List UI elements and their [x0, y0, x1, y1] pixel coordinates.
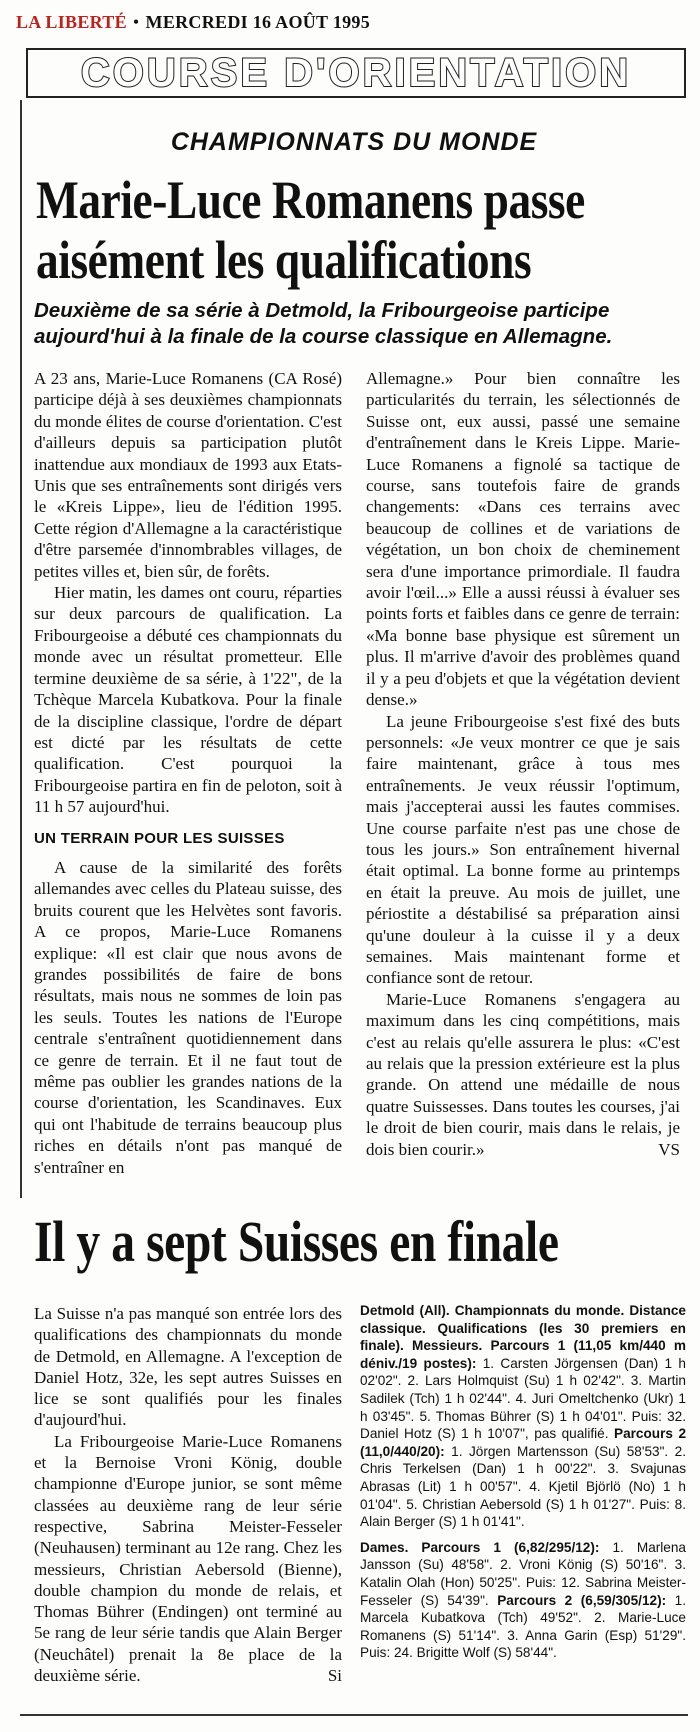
author-signature: Si	[327, 1666, 342, 1686]
article-column-2	[366, 368, 680, 1160]
newspaper-name: LA LIBERTÉ	[16, 12, 127, 32]
results-men-course1: 1. Carsten Jörgensen (Dan) 1 h 02'02". 2. Lars Holmquist (Su) 1 h 02'42". 3. Martin Sadilek (Tch) 1 h 02'44". 4. Juri Omeltchenko (Ukr) 1 h 03'45". 5. Thomas Bührer (S) 1 h 04'01". Puis: 32. Daniel Hotz (S) 1 h 10'07", pas qualifié.	[360, 1355, 686, 1442]
results-column	[360, 1302, 686, 1670]
bottom-rule	[20, 1714, 688, 1716]
results-men-course2: 1. Jörgen Martensson (Su) 58'53". 2. Chris Terkelsen (Dan) 1 h 00'22". 3. Svajunas Abrasas (Lit) 1 h 00'57". 4. Kjetil Björlö (No) 1 h 01'04". 5. Christian Aebersold (S) 1 h 01'27". Puis: 8. Alain Berger (S) 1 h 01'41".	[360, 1443, 687, 1530]
results-women-course2-heading: Parcours 2 (6,59/305/12):	[497, 1592, 667, 1608]
section-subtitle: UN TERRAIN POUR LES SUISSES	[34, 829, 285, 847]
article-column-1	[34, 368, 342, 1178]
paragraph: La Suisse n'a pas manqué son entrée lors des qualifications des championnats du monde de Detmold, en Allemagne. A l'exception de Daniel Hotz, 32e, les sept autres Suisses en lice se sont qualifiés pour les finales d'aujourd'hui.	[34, 1304, 342, 1430]
article-kicker: CHAMPIONNATS DU MONDE	[170, 128, 538, 156]
paragraph-text: La Fribourgeoise Marie-Luce Romanens et la Bernoise Vroni König, double championne d'Europe junior, se sont même classées au deuxième rang de leur série respective, Sabrina Meister-Fesseler (Neuhausen) terminant au 12e rang. Chez les messieurs, Christian Aebersold (Bienne), double champion du monde de relais, et Thomas Bührer (Endingen) ont terminé au 5e rang de leur série tandis que Alain Berger (Neuchâtel) prenait la 8e place de la deuxième série.	[34, 1431, 342, 1686]
results-men-course2-heading: Parcours 2 (11,0/440/20):	[360, 1426, 686, 1459]
paragraph: A cause de la similarité des forêts allemandes avec celles du Plateau suisse, des bruits courent que les Helvètes sont favoris. A ce propos, Marie-Luce Romanens explique: «Il est clair que nous avons de grandes possibilités de faire de bons résultats, mais nous ne sommes de loin pas les seuls. Toutes les nations de l'Europe centrale s'entraînent quotidiennement dans ce genre de terrain. Et il ne faut tout de même pas oublier les grandes nations de la course d'orientation, les Scandinaves. Eux qui ont l'habitude de terrains beaucoup plus riches en détails n'ont pas manqué de s'entraîner en	[34, 857, 342, 1177]
results-men-heading: Detmold (All). Championnats du monde. Distance classique. Qualifications (les 30 premiers en finale). Messieurs. Parcours 1 (11,05 km/440 m déniv./19 postes):	[360, 1303, 686, 1371]
paragraph	[34, 1431, 342, 1687]
results-women-course1: 1. Marlena Jansson (Su) 48'58". 2. Vroni König (S) 50'16". 3. Katalin Olah (Hon) 50'25". Puis: 12. Sabrina Meister-Fesseler (S) 54'39".	[360, 1539, 686, 1608]
paragraph: La jeune Fribourgeoise s'est fixé des buts personnels: «Je veux montrer ce que je sais faire maintenant, grâce à tous mes entraînements. Je veux réussir l'optimum, mais j'accepterai aussi les fautes commises. Une course parfaite n'est pas une chose de tous les jours.» Son entraînement hivernal était optimal. La bonne forme au printemps en était la preuve. Au mois de juillet, une périostite a déstabilisé sa préparation ainsi qu'une douleur à la cuisse il y a deux semaines. Mais maintenant forme et confiance sont de retour.	[366, 711, 680, 988]
paragraph: A 23 ans, Marie-Luce Romanens (CA Rosé) participe déjà à ses deuxièmes championnats du monde élites de course d'orientation. C'est d'ailleurs depuis sa participation plutôt inattendue aux mondiaux de 1993 aux Etats-Unis que ses entraînements sont dirigés vers le «Kreis Lippe», lieu de l'édition 1995. Cette région d'Allemagne a la caractéristique d'être parsemée d'innombrables villages, de petites villes et, bien sûr, de forêts.	[34, 369, 342, 581]
masthead-bullet: •	[132, 12, 140, 32]
article-headline: Marie-Luce Romanens passe aisément les qualifications	[36, 170, 585, 290]
paragraph-text: Marie-Luce Romanens s'engagera au maximum dans les cinq compétitions, mais c'est au relais qu'elle assurera le plus: «C'est au relais que la pression extérieure est la plus grande. On attend une médaille de nous quatre Suissesses. Dans toutes les courses, j'ai le droit de bien courir, mais dans le relais, je dois bien courir.»	[366, 989, 680, 1159]
second-article-headline: Il y a sept Suisses en finale	[34, 1209, 559, 1274]
results-women-heading: Dames. Parcours 1 (6,82/295/12):	[360, 1539, 600, 1555]
results-women-course2: 1. Marcela Kubatkova (Tch) 49'52". 2. Marie-Luce Romanens (S) 51'14". 3. Anna Garin (Esp) 51'29". Puis: 24. Brigitte Wolf (S) 58'44".	[360, 1592, 686, 1661]
results-women	[360, 1539, 686, 1662]
paragraph	[366, 989, 680, 1160]
results-men	[360, 1302, 686, 1531]
masthead	[16, 12, 686, 36]
article-subhead: Deuxième de sa série à Detmold, la Fribourgeoise participe aujourd'hui à la finale de la course classique en Allemagne.	[34, 299, 613, 348]
paragraph: Hier matin, les dames ont couru, réparties sur deux parcours de qualification. La Fribourgeoise a débuté ces championnats du monde avec un résultat prometteur. Elle termine deuxième de sa série, à 1'22", de la Tchèque Marcela Kubatkova. Pour la finale de la discipline classique, l'ordre de départ est dicté par les résultats de cette qualification. C'est pourquoi la Fribourgeoise partira en fin de peloton, soit à 11 h 57 aujourd'hui.	[34, 583, 342, 817]
publication-date: MERCREDI 16 AOÛT 1995	[145, 12, 371, 32]
paragraph: Allemagne.» Pour bien connaître les particularités du terrain, les sélectionnés de Suisse ont, eux aussi, passé une semaine d'entraînement dans le Kreis Lippe. Marie-Luce Romanens a fignolé sa tactique de course, sans toutefois faire de grands changements: «Dans ces terrains avec beaucoup de collines et de variations de végétation, un bon choix de cheminement sera d'une importance primordiale. Il faudra avoir l'œil...» Elle a aussi réussi à évaluer ses points forts et faibles dans ce genre de terrain: «Ma bonne base physique est sûrement un plus. Il m'arrive d'avoir des problèmes quand il y a peu d'objets et que la végétation devient dense.»	[366, 369, 680, 710]
section-banner: COURSE D'ORIENTATION	[26, 48, 686, 98]
author-signature: VS	[658, 1139, 680, 1159]
second-article-column	[34, 1303, 342, 1686]
